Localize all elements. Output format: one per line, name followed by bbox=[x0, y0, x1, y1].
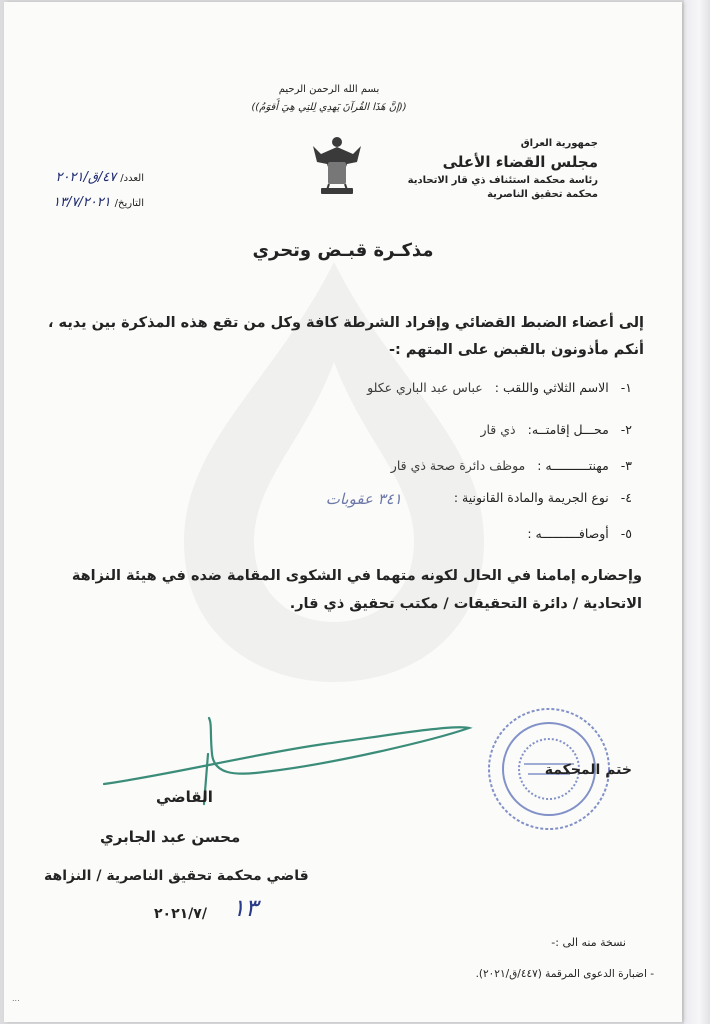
footer-code: ... bbox=[12, 994, 20, 1003]
judge-signature bbox=[94, 714, 474, 814]
court-name: محكمة تحقيق الناصرية bbox=[487, 189, 598, 200]
item-value: ذي قار bbox=[480, 422, 516, 437]
item-label: الاسم الثلاثي واللقب : bbox=[494, 380, 609, 395]
item-description bbox=[515, 526, 632, 541]
date-label: التاريخ/ bbox=[114, 198, 144, 209]
basmala: بسم الله الرحمن الرحيم bbox=[278, 84, 380, 95]
judge-title: القاضي bbox=[156, 788, 213, 806]
item-full-name bbox=[367, 380, 632, 395]
number-label: العدد/ bbox=[120, 173, 144, 184]
header-institution bbox=[368, 138, 598, 200]
item-number: ٣- bbox=[620, 458, 632, 473]
date-value: ١٣/٧/٢٠٢١ bbox=[53, 195, 111, 210]
item-label: محـــل إقامتــه: bbox=[527, 422, 609, 437]
item-label: أوصافــــــــــه : bbox=[527, 526, 609, 541]
item-number: ٤- bbox=[620, 490, 632, 505]
judge-role: قاضي محكمة تحقيق الناصرية / النزاهة bbox=[44, 868, 309, 884]
number-value: ٤٧/ق/٢٠٢١ bbox=[55, 170, 117, 185]
date-line bbox=[14, 195, 144, 210]
number-line bbox=[14, 170, 144, 185]
item-value-handwritten: ٣٤١ عقوبات bbox=[325, 490, 402, 508]
item-label: مهنتــــــــــه : bbox=[537, 458, 609, 473]
item-occupation bbox=[391, 458, 632, 473]
item-number: ١- bbox=[620, 380, 632, 395]
item-value: عباس عبد الباري عكلو bbox=[367, 380, 483, 395]
item-number: ٥- bbox=[620, 526, 632, 541]
item-value: موظف دائرة صحة ذي قار bbox=[390, 458, 526, 473]
item-residence bbox=[480, 422, 632, 437]
item-crime-article bbox=[326, 490, 632, 508]
item-number: ٢- bbox=[620, 422, 632, 437]
body-paragraph: وإحضاره إمامنا في الحال لكونه متهما في الشكوى المقامة ضده في هيئة النزاهة الاتحادية / دائرة التحقيقات / مكتب تحقيق ذي قار. bbox=[71, 568, 642, 612]
header-reference bbox=[14, 170, 144, 220]
judge-date: ٢٠٢١/٧/ bbox=[154, 906, 207, 922]
judge-name: محسن عبد الجابري bbox=[100, 828, 241, 846]
intro-paragraph: إلى أعضاء الضبط القضائي وإفراد الشرطة كافة وكل من تقع هذه المذكرة بين يديه ، أنكم مأذونون بالقبض على المتهم :- bbox=[47, 315, 644, 358]
document-page bbox=[4, 2, 682, 1022]
item-label: نوع الجريمة والمادة القانونية : bbox=[453, 490, 609, 505]
judge-date-day-handwritten: ١٣ bbox=[232, 894, 258, 922]
court-seal-label: ختم المحكمة bbox=[544, 762, 632, 778]
copy-to-item: - اضبارة الدعوى المرقمة (٤٤٧/ق/٢٠٢١). bbox=[475, 968, 654, 980]
document-title: مذكـرة قبـض وتحري bbox=[252, 240, 434, 261]
quran-verse: ((إنَّ هَذَا القُرآنَ يَهدِي لِلتِي هِيَ أَقوَمُ)) bbox=[251, 102, 407, 113]
iraq-eagle-emblem-icon bbox=[309, 132, 365, 202]
presidency-name: رئاسة محكمة استئناف ذي قار الاتحادية bbox=[407, 175, 598, 186]
paper-edge bbox=[684, 0, 710, 1024]
country-name: جمهورية العراق bbox=[520, 138, 598, 149]
council-name: مجلس القضاء الأعلى bbox=[442, 153, 598, 171]
copy-to-label: نسخة منه الى :- bbox=[551, 936, 626, 949]
